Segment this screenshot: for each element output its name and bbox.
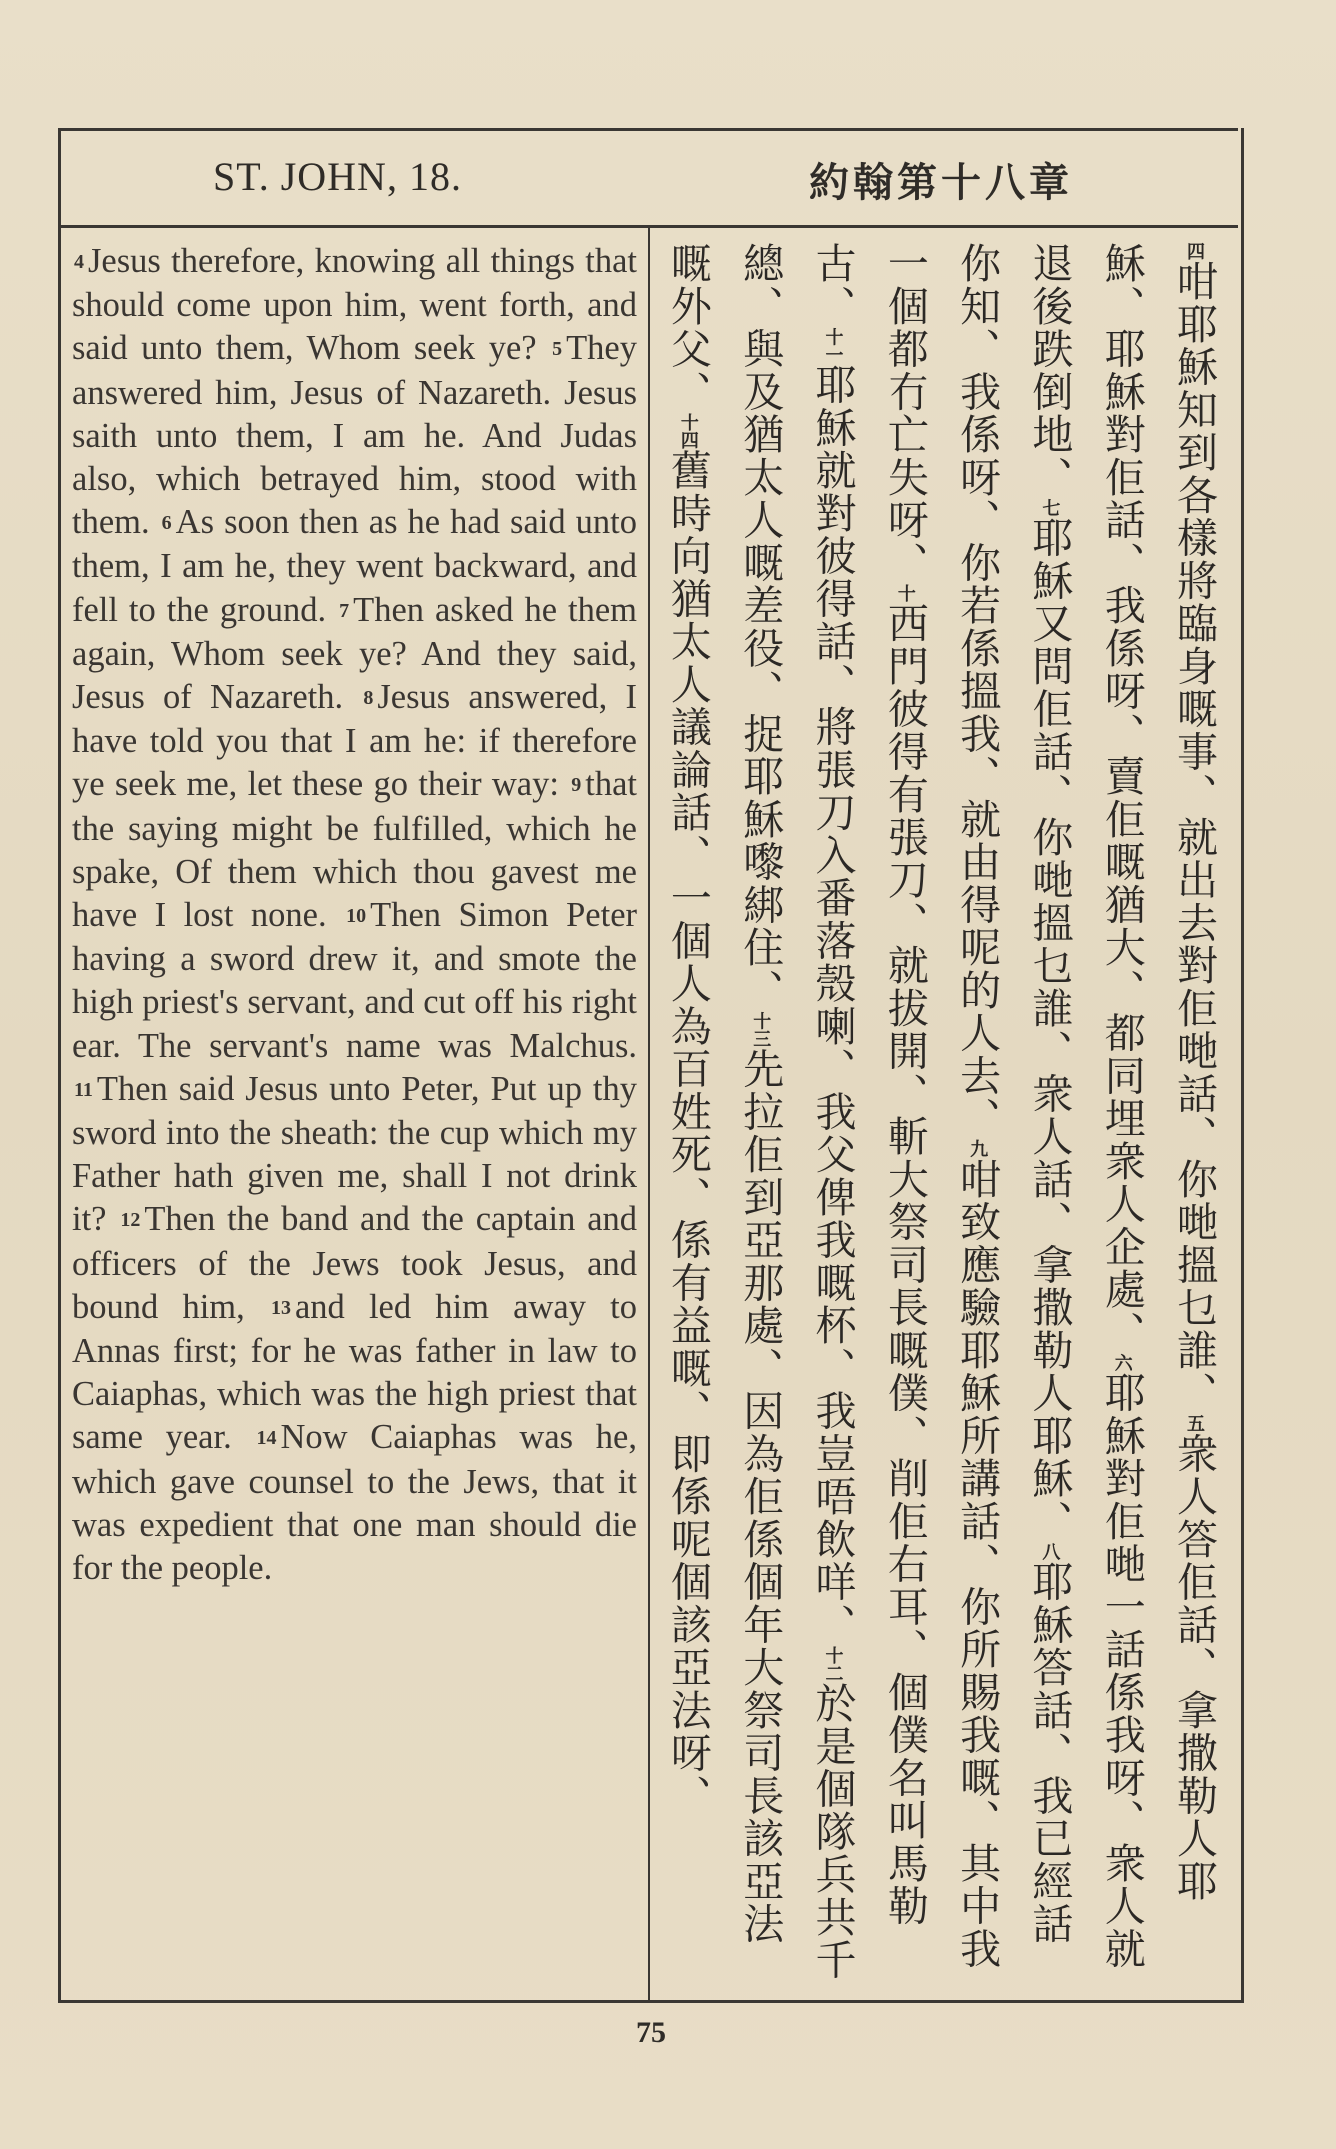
verse-text: Now Caiaphas was he, which gave counsel to the Jews, that it was expedient that one man should die for the people.	[72, 1418, 637, 1588]
verse-number: 6	[161, 512, 172, 535]
english-text-column	[72, 240, 637, 1590]
verse-number: 五	[1184, 1414, 1205, 1433]
verse-number: 12	[120, 1209, 141, 1232]
verse-text: 西門彼得有張刀、就拔開、斬大祭司長嘅僕、削佢右耳、個僕名叫馬勒古、	[808, 242, 929, 1928]
verse-text: They answered him, Jesus of Nazareth. Jesus saith unto them, I am he. And Judas also, which betrayed him, stood with them.	[72, 329, 637, 542]
verse-number: 9	[571, 774, 582, 797]
verse-number: 8	[363, 687, 374, 710]
verse-text: that the saying might be fulfilled, which he spake, Of them which thou gavest me have I lost none.	[72, 765, 637, 935]
verse-number: 7	[339, 599, 350, 622]
verse-number: 八	[1039, 1542, 1061, 1561]
page-header	[58, 128, 1238, 228]
chinese-text-column	[663, 242, 1230, 1982]
verse-text: 耶穌對佢哋一話係我呀、衆人就退後跌倒地、	[1025, 242, 1146, 1970]
verse-text: Then asked he them again, Whom seek ye? And they said, Jesus of Nazareth.	[72, 590, 638, 717]
page-number: 75	[636, 2016, 666, 2049]
verse-number: 六	[1111, 1353, 1133, 1372]
verse-text: 於是個隊兵共千總、與及猶太人嘅差役、捉耶穌嚟綁住、	[736, 242, 857, 1982]
verse-text: 耶穌就對彼得話、將張刀入番落殼喇、我父俾我嘅杯、我豈唔飲咩、	[808, 363, 857, 1646]
verse-number: 13	[270, 1296, 291, 1319]
verse-text: Then Simon Peter having a sword drew it, and smote the high priest's servant, and cut off his right ear. The servant's name was Malchus.	[72, 896, 637, 1065]
verse-number: 4	[74, 251, 84, 273]
verse-text: Then said Jesus unto Peter, Put up thy sword into the sheath: the cup which my Father hath given me, shall I not drink it?	[72, 1069, 637, 1239]
verse-text: Jesus answered, I have told you that I am he: if therefore ye seek me, let these go their way:	[72, 678, 637, 804]
verse-number: 十一	[822, 327, 844, 364]
verse-text: 耶穌又問佢話、你哋搵乜誰、衆人話、拿撒勒人耶穌、	[1025, 516, 1074, 1543]
column-divider	[648, 228, 650, 2000]
verse-text: 舊時向猶太人議論話、一個人為百姓死、係有益嘅、即係呢個該亞法呀、	[663, 449, 712, 1817]
english-chapter-title: ST. JOHN, 18.	[213, 154, 462, 199]
verse-text: 咁耶穌知到各樣將臨身嘅事、就出去對佢哋話、你哋搵乜誰、	[1170, 260, 1218, 1415]
verse-text: 先拉佢到亞那處、因為佢係個年大祭司長該亞法嘅外父、	[663, 242, 785, 1946]
verse-number: 七	[1039, 498, 1061, 517]
verse-number: 十四	[677, 413, 699, 449]
verse-number: 四	[1184, 242, 1205, 260]
verse-number: 九	[967, 1139, 989, 1158]
verse-number: 11	[74, 1078, 93, 1101]
verse-text: As soon then as he had said unto them, I am he, they went backward, and fell to the ground.	[72, 503, 637, 629]
verse-number: 5	[552, 338, 563, 361]
verse-number: 十二	[822, 1646, 844, 1682]
verse-text: 咁致應驗耶穌所講話、你所賜我嘅、其中我一個都冇亡失呀、	[880, 242, 1002, 1970]
verse-text: 衆人答佢話、拿撒勒人耶穌、耶穌對佢話、我係呀、賣佢嘅猶大、都同埋衆人企處、	[1097, 242, 1218, 1903]
verse-number: 10	[346, 905, 367, 928]
verse-text: and led him away to Annas first; for he was father in law to Caiaphas, which was the high priest that same year.	[72, 1287, 638, 1457]
chinese-chapter-title: 約翰第十八章	[809, 160, 1073, 206]
verse-number: 十三	[750, 1011, 772, 1048]
verse-number: 十	[894, 584, 916, 602]
bottom-rule	[58, 2000, 1244, 2003]
verse-text: Jesus therefore, knowing all things that should come upon him, went forth, and said unto them, Whom seek ye?	[72, 242, 637, 368]
verse-text: Then the band and the captain and officers of the Jews took Jesus, and bound him,	[72, 1200, 638, 1326]
verse-text: 耶穌答話、我已經話你知、我係呀、你若係搵我、就由得呢的人去、	[953, 242, 1074, 1946]
verse-number: 14	[256, 1427, 277, 1450]
